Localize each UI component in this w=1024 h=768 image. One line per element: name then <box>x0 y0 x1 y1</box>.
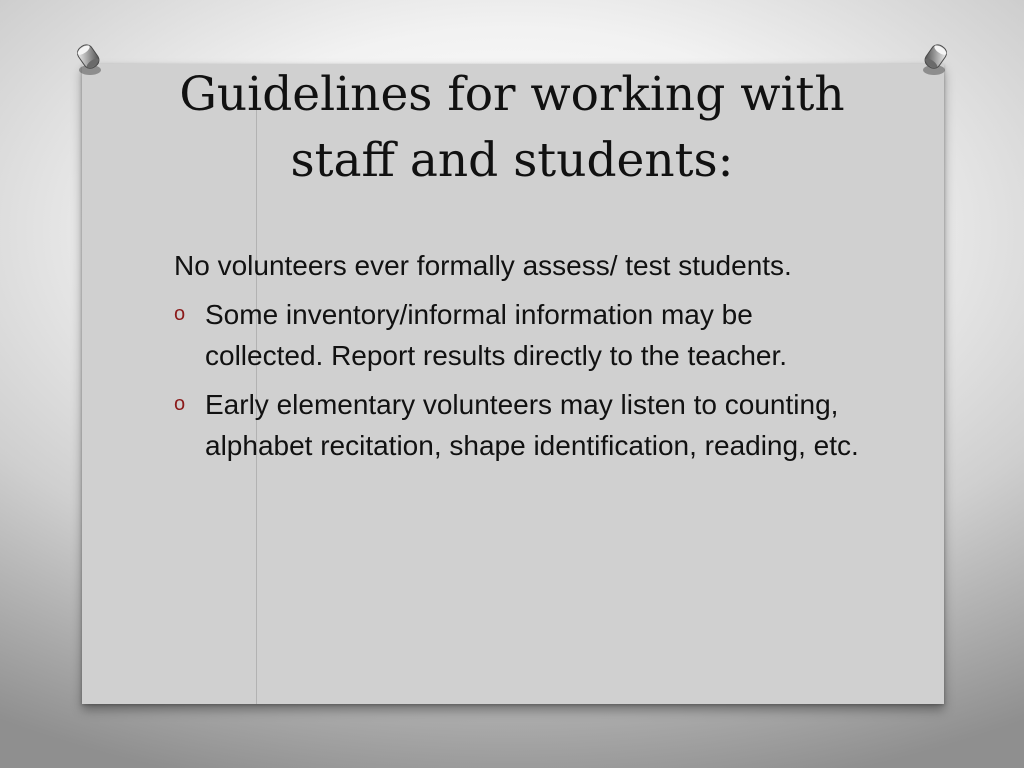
bullet-text: Early elementary volunteers may listen to counting, alphabet recitation, shape identification, reading, etc. <box>205 389 859 461</box>
bullet-item <box>174 294 874 376</box>
bullet-text: Some inventory/informal information may be collected. Report results directly to the teacher. <box>205 299 788 371</box>
slide-title <box>120 62 904 194</box>
left-pushpin-icon <box>70 40 108 80</box>
right-pushpin-icon <box>916 40 954 80</box>
slide-body <box>174 245 874 474</box>
bullet-circle-icon: o <box>174 393 186 415</box>
bullet-circle-icon: o <box>174 303 186 325</box>
title-line-1: Guidelines for working with <box>179 67 845 122</box>
bullet-item <box>174 384 874 466</box>
title-line-2: staff and students: <box>290 133 734 188</box>
intro-text: No volunteers ever formally assess/ test students. <box>174 250 792 281</box>
